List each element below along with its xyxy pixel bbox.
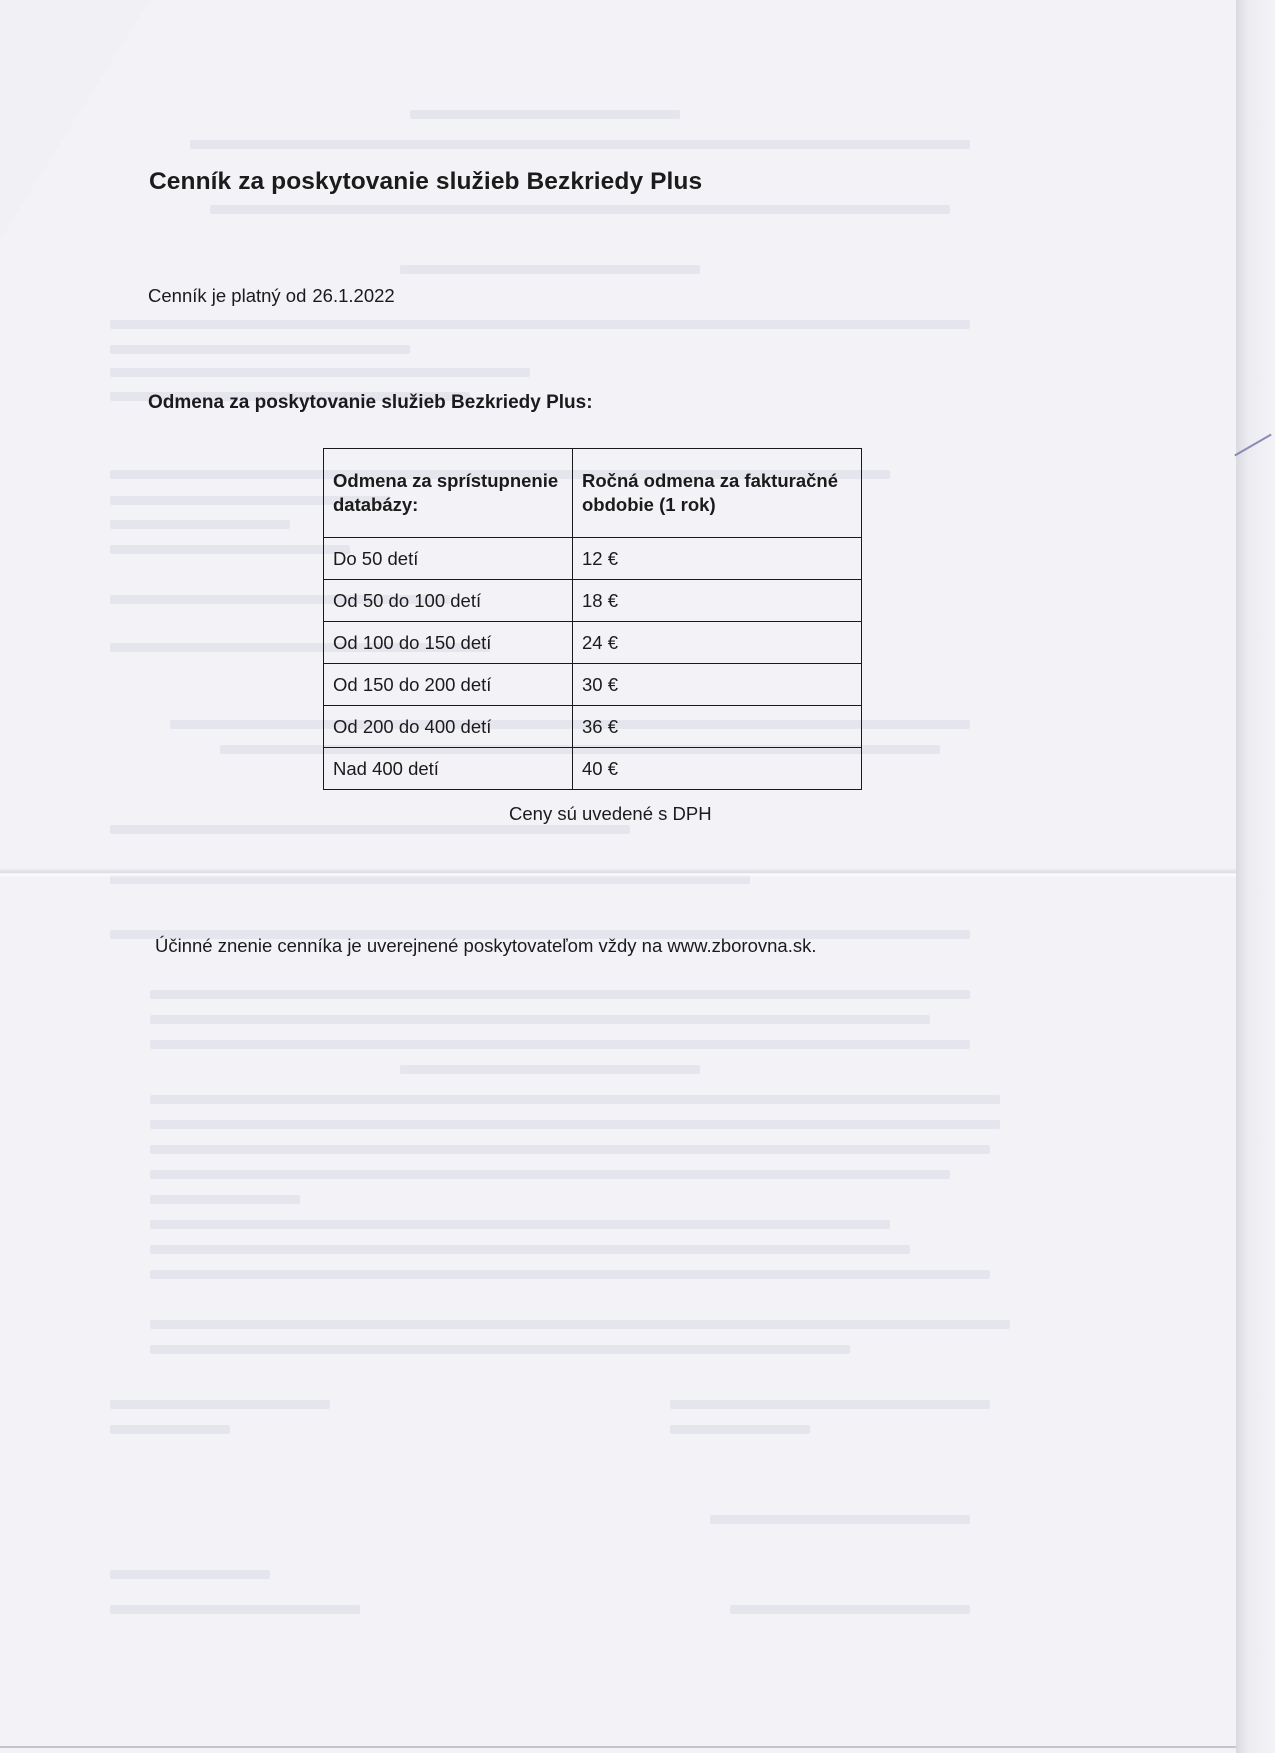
- header-tier-text: Odmena za sprístupnenie databázy:: [333, 470, 559, 515]
- validity-line: [148, 285, 395, 307]
- tier-cell: Nad 400 detí: [324, 748, 573, 790]
- price-cell: 18 €: [573, 580, 862, 622]
- price-table: [323, 448, 862, 790]
- tier-cell: Od 150 do 200 detí: [324, 664, 573, 706]
- table-row: [324, 706, 862, 748]
- paper-bottom-edge: [0, 1746, 1236, 1748]
- scanner-edge: [1236, 0, 1275, 1753]
- paper-fold-line: [0, 868, 1236, 878]
- header-price-text: Ročná odmena za fakturačné obdobie (1 rok): [582, 470, 838, 515]
- vat-note: Ceny sú uvedené s DPH: [509, 803, 712, 824]
- price-cell: 24 €: [573, 622, 862, 664]
- price-cell: 36 €: [573, 706, 862, 748]
- validity-label: Cenník je platný od: [148, 285, 307, 306]
- table-row: [324, 664, 862, 706]
- footer-note: Účinné znenie cenníka je uverejnené poskytovateľom vždy na www.zborovna.sk.: [155, 935, 817, 956]
- table-row: [324, 538, 862, 580]
- header-price: [573, 449, 862, 538]
- section-heading: Odmena za poskytovanie služieb Bezkriedy Plus:: [148, 392, 593, 413]
- price-cell: 12 €: [573, 538, 862, 580]
- validity-date: 26.1.2022: [312, 285, 395, 306]
- table-row: [324, 622, 862, 664]
- tier-cell: Od 50 do 100 detí: [324, 580, 573, 622]
- tier-cell: Od 100 do 150 detí: [324, 622, 573, 664]
- document-title: Cenník za poskytovanie služieb Bezkriedy Plus: [149, 168, 703, 195]
- price-cell: 30 €: [573, 664, 862, 706]
- price-cell: 40 €: [573, 748, 862, 790]
- tier-cell: Od 200 do 400 detí: [324, 706, 573, 748]
- tier-cell: Do 50 detí: [324, 538, 573, 580]
- table-row: [324, 748, 862, 790]
- table-row: [324, 580, 862, 622]
- header-tier: [324, 449, 573, 538]
- price-table-header-row: [324, 449, 862, 538]
